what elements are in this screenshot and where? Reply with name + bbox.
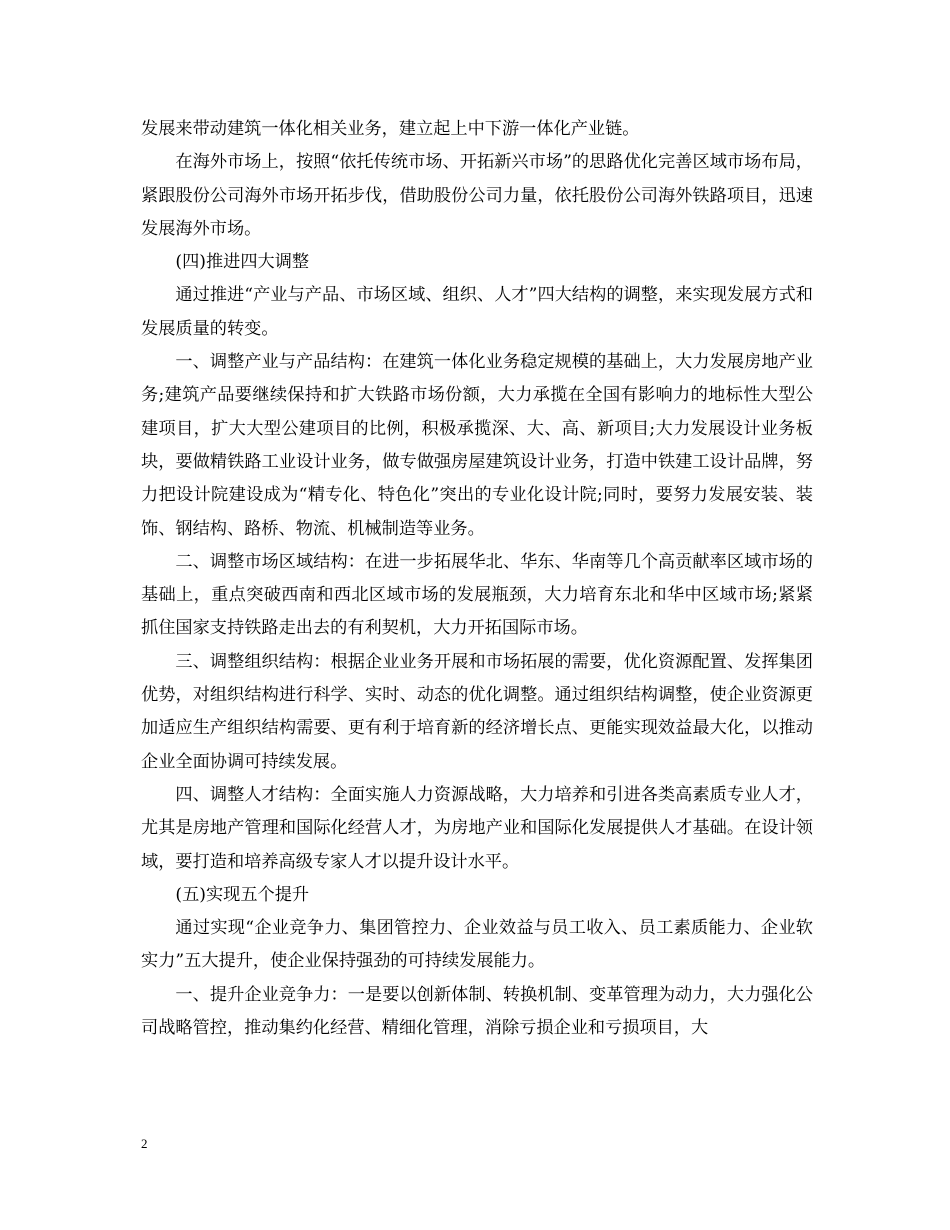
section-heading-five-improvements: (五)实现五个提升 bbox=[175, 884, 310, 905]
paragraph-industry-product-structure: 一、调整产业与产品结构：在建筑一体化业务稳定规模的基础上，大力发展房地产业务;建筑产品要继续保持和扩大铁路市场份额，大力承揽在全国有影响力的地标性大型公建项目，扩大大型公建项目的比例，积极承揽深、大、高、新项目;大力发展设计业务板块，要做精铁路工业设计业务，做专做强房屋建筑设计业务，打造中铁建工设计品牌，努力把设计院建设成为“精专化、特色化”突出的专业化设计院;同时，要努力发展安装、装饰、钢结构、路桥、物流、机械制造等业务。 bbox=[141, 352, 813, 539]
paragraph-competitiveness: 一、提升企业竞争力：一是要以创新体制、转换机制、变革管理为动力，大力强化公司战略管控，推动集约化经营、精细化管理，消除亏损企业和亏损项目，大 bbox=[141, 984, 813, 1039]
paragraph-improvements-intro: 通过实现“企业竞争力、集团管控力、企业效益与员工收入、员工素质能力、企业软实力”五大提升，使企业保持强劲的可持续发展能力。 bbox=[141, 918, 813, 972]
section-heading-four-adjustments: (四)推进四大调整 bbox=[175, 252, 310, 273]
paragraph-continuation: 发展来带动建筑一体化相关业务，建立起上中下游一体化产业链。 bbox=[141, 119, 640, 139]
paragraph-market-region-structure: 二、调整市场区域结构：在进一步拓展华北、华东、华南等几个高贡献率区域市场的基础上，重点突破西南和西北区域市场的发展瓶颈，大力培育东北和华中区域市场;紧紧抓住国家支持铁路走出去的有利契机，大力开拓国际市场。 bbox=[141, 551, 813, 639]
paragraph-talent-structure: 四、调整人才结构：全面实施人力资源战略，大力培养和引进各类高素质专业人才，尤其是房地产管理和国际化经营人才，为房地产业和国际化发展提供人才基础。在设计领域，要打造和培养高级专家人才以提升设计水平。 bbox=[141, 784, 813, 872]
paragraph-organization-structure: 三、调整组织结构：根据企业业务开展和市场拓展的需要，优化资源配置、发挥集团优势，对组织结构进行科学、实时、动态的优化调整。通过组织结构调整，使企业资源更加适应生产组织结构需要、更有利于培育新的经济增长点、更能实现效益最大化，以推动企业全面协调可持续发展。 bbox=[141, 651, 813, 772]
paragraph-adjustments-intro: 通过推进“产业与产品、市场区域、组织、人才”四大结构的调整，来实现发展方式和发展质量的转变。 bbox=[141, 285, 813, 339]
page-number: 2 bbox=[141, 1136, 148, 1151]
paragraph-overseas-market: 在海外市场上，按照“依托传统市场、开拓新兴市场”的思路优化完善区域市场布局，紧跟股份公司海外市场开拓步伐，借助股份公司力量，依托股份公司海外铁路项目，迅速发展海外市场。 bbox=[141, 152, 813, 239]
body-text bbox=[141, 113, 813, 1045]
